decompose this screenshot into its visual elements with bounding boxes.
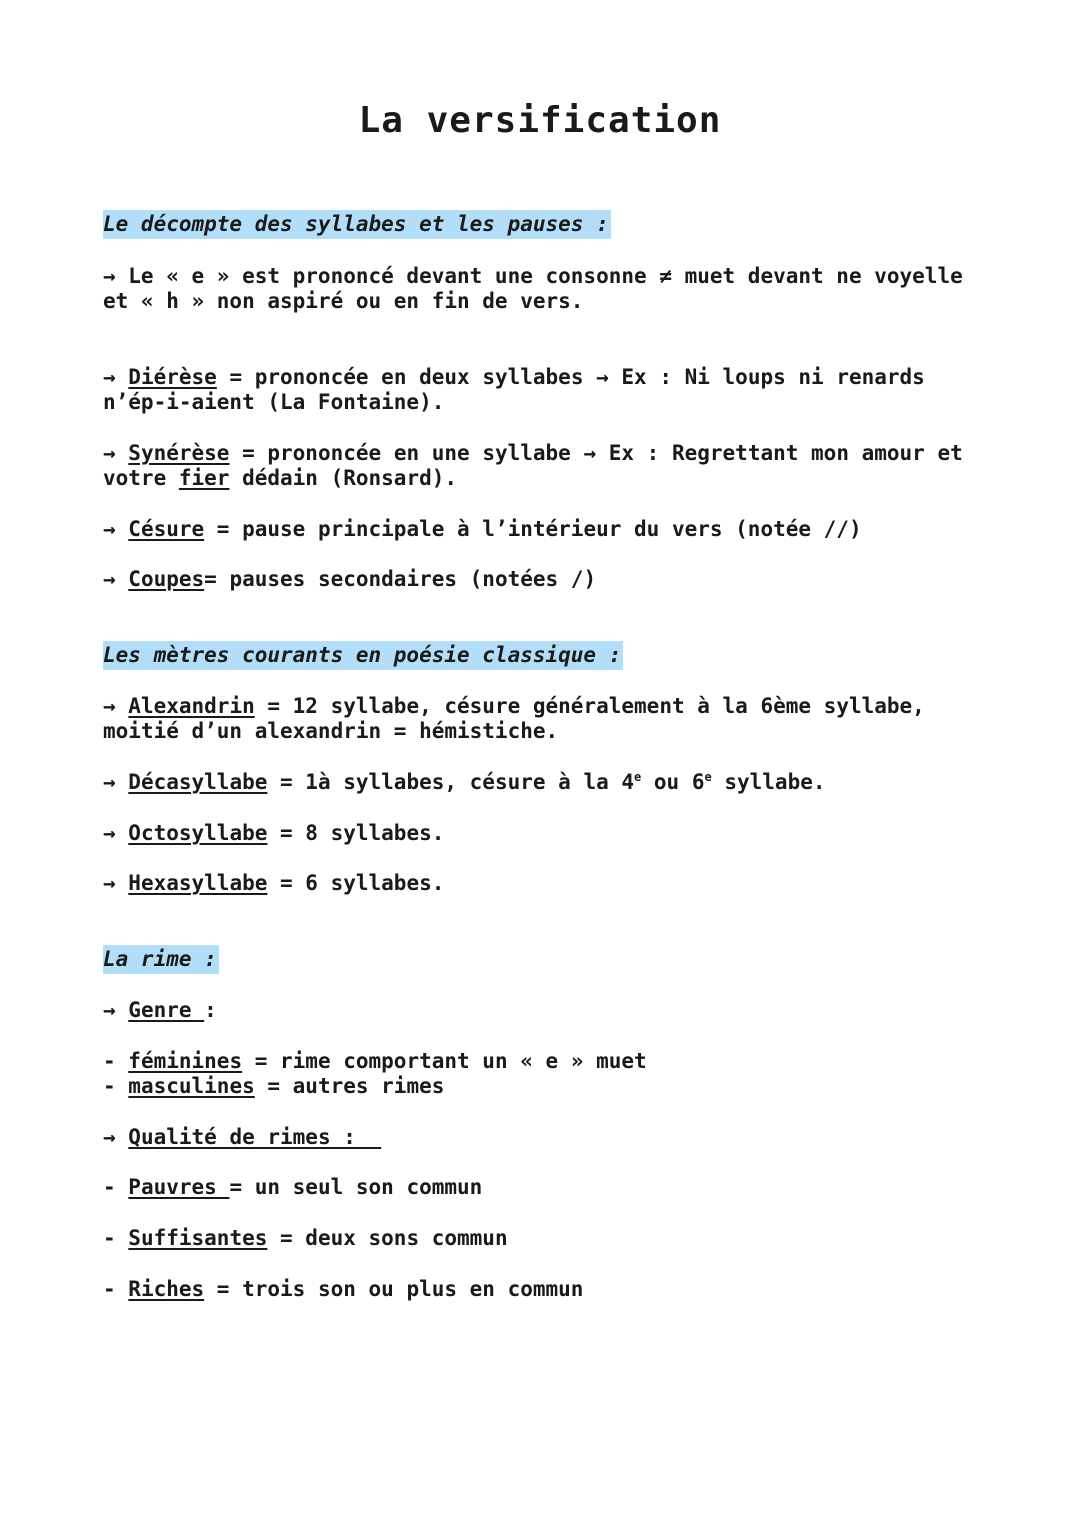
decasyllabe-line: → Décasyllabe = 1à syllabes, césure à la 4e ou 6e syllabe. <box>103 770 826 794</box>
feminines-line: - féminines = rime comportant un « e » muet <box>103 1049 647 1073</box>
e-rule-line-2: et « h » non aspiré ou en fin de vers. <box>103 289 584 313</box>
synerese-term: Synérèse <box>128 441 230 465</box>
coupes-line: → Coupes= pauses secondaires (notées /) <box>103 567 597 591</box>
feminines-term: féminines <box>128 1049 243 1073</box>
masculines-line: - masculines = autres rimes <box>103 1074 445 1098</box>
qualite-term: Qualité de rimes : <box>128 1125 382 1149</box>
cesure-line: → Césure = pause principale à l’intérieur du vers (notée //) <box>103 517 862 541</box>
alexandrin-line-1: → Alexandrin = 12 syllabe, césure généralement à la 6ème syllabe, <box>103 694 925 718</box>
octosyllabe-line: → Octosyllabe = 8 syllabes. <box>103 821 445 845</box>
coupes-term: Coupes <box>128 567 205 591</box>
hexasyllabe-term: Hexasyllabe <box>128 871 268 895</box>
dierese-line-2: n’ép-i-aient (La Fontaine). <box>103 390 445 414</box>
suffisantes-term: Suffisantes <box>128 1226 268 1250</box>
section-heading-rime: La rime : <box>103 947 219 972</box>
section-heading-syllables: Le décompte des syllabes et les pauses : <box>103 212 611 237</box>
dierese-line-1: → Diérèse = prononcée en deux syllabes → Ex : Ni loups ni renards <box>103 365 925 389</box>
riches-term: Riches <box>128 1277 205 1301</box>
octosyllabe-term: Octosyllabe <box>128 821 268 845</box>
cesure-term: Césure <box>128 517 205 541</box>
fier-term: fier <box>178 466 230 490</box>
synerese-line-1: → Synérèse = prononcée en une syllabe → Ex : Regrettant mon amour et <box>103 441 963 465</box>
decasyllabe-term: Décasyllabe <box>128 770 268 794</box>
dierese-term: Diérèse <box>128 365 217 389</box>
genre-term: Genre <box>128 998 205 1022</box>
genre-line: → Genre : <box>103 998 217 1022</box>
e-rule-line-1: → Le « e » est prononcé devant une consonne ≠ muet devant ne voyelle <box>103 264 963 288</box>
synerese-line-2: votre fier dédain (Ronsard). <box>103 466 458 490</box>
riches-line: - Riches = trois son ou plus en commun <box>103 1277 584 1301</box>
pauvres-term: Pauvres <box>128 1175 230 1199</box>
pauvres-line: - Pauvres = un seul son commun <box>103 1175 483 1199</box>
suffisantes-line: - Suffisantes = deux sons commun <box>103 1226 508 1250</box>
section-heading-metres: Les mètres courants en poésie classique : <box>103 643 623 668</box>
alexandrin-term: Alexandrin <box>128 694 255 718</box>
qualite-line: → Qualité de rimes : <box>103 1125 382 1149</box>
alexandrin-line-2: moitié d’un alexandrin = hémistiche. <box>103 719 559 743</box>
hexasyllabe-line: → Hexasyllabe = 6 syllabes. <box>103 871 445 895</box>
masculines-term: masculines <box>128 1074 255 1098</box>
page-title: La versification <box>358 100 722 141</box>
